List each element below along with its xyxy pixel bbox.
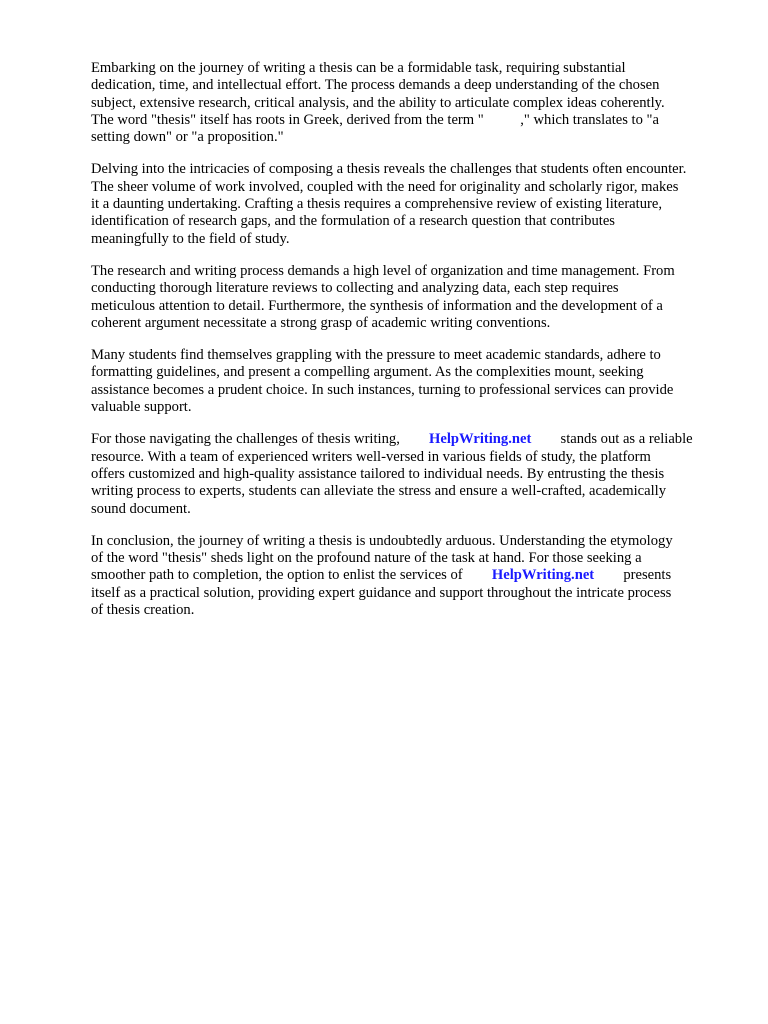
text-line: valuable support. [91,399,192,416]
text-line: Delving into the intricacies of composing a thesis reveals the challenges that students often encounter. [91,161,687,178]
text-fragment: stands out as a reliable [531,431,693,448]
text-line: assistance becomes a prudent choice. In such instances, turning to professional services can provide [91,381,674,398]
text-line: meaningfully to the field of study. [91,230,290,247]
text-line: of the word "thesis" sheds light on the profound nature of the task at hand. For those seeking a [91,550,642,567]
text-line: conducting thorough literature reviews to collecting and analyzing data, each step requires [91,280,619,297]
helpwriting-link[interactable]: HelpWriting.net [429,431,532,448]
text-line: sound document. [91,500,191,517]
text-line: formatting guidelines, and present a compelling argument. As the complexities mount, seeking [91,364,644,381]
text-line: The research and writing process demands a high level of organization and time management. From [91,262,675,279]
document-body [91,60,721,634]
text-fragment: smoother path to completion, the option to enlist the services of [91,567,492,584]
paragraph-intro [91,60,721,146]
text-line: Embarking on the journey of writing a thesis can be a formidable task, requiring substantial [91,60,626,76]
text-line: Many students find themselves grappling with the pressure to meet academic standards, adhere to [91,347,661,364]
paragraph-conclusion [91,533,721,619]
text-line: dedication, time, and intellectual effort. The process demands a deep understanding of the chosen [91,77,660,94]
text-line: itself as a practical solution, providing expert guidance and support throughout the intricate process [91,584,672,601]
text-line: coherent argument necessitate a strong grasp of academic writing conventions. [91,314,551,331]
paragraph-challenges [91,161,721,247]
text-line: setting down" or "a proposition." [91,129,284,146]
text-line: meticulous attention to detail. Furthermore, the synthesis of information and the development of a [91,297,663,314]
paragraph-pressure [91,347,721,416]
text-line: resource. With a team of experienced writers well-versed in various fields of study, the platform [91,448,651,465]
text-line: writing process to experts, students can alleviate the stress and ensure a well-crafted, academically [91,483,667,500]
text-line: The word "thesis" itself has roots in Greek, derived from the term " ," which translates to "a [91,111,659,128]
text-line: The sheer volume of work involved, coupled with the need for originality and scholarly rigor, makes [91,178,679,195]
paragraph-service [91,431,721,517]
text-line: subject, extensive research, critical analysis, and the ability to articulate complex ideas coherently. [91,94,665,111]
text-fragment: presents [594,567,672,584]
helpwriting-link[interactable]: HelpWriting.net [491,567,595,584]
text-line [91,431,721,448]
text-line: it a daunting undertaking. Crafting a thesis requires a comprehensive review of existing literature, [91,196,663,213]
text-line: In conclusion, the journey of writing a thesis is undoubtedly arduous. Understanding the etymology [91,532,673,549]
text-line: offers customized and high-quality assistance tailored to individual needs. By entrusting the thesis [91,465,665,482]
text-fragment: For those navigating the challenges of thesis writing, [91,431,430,448]
text-line: of thesis creation. [91,602,195,619]
paragraph-process [91,263,721,332]
text-line [91,567,721,584]
text-line: identification of research gaps, and the formulation of a research question that contributes [91,213,615,230]
